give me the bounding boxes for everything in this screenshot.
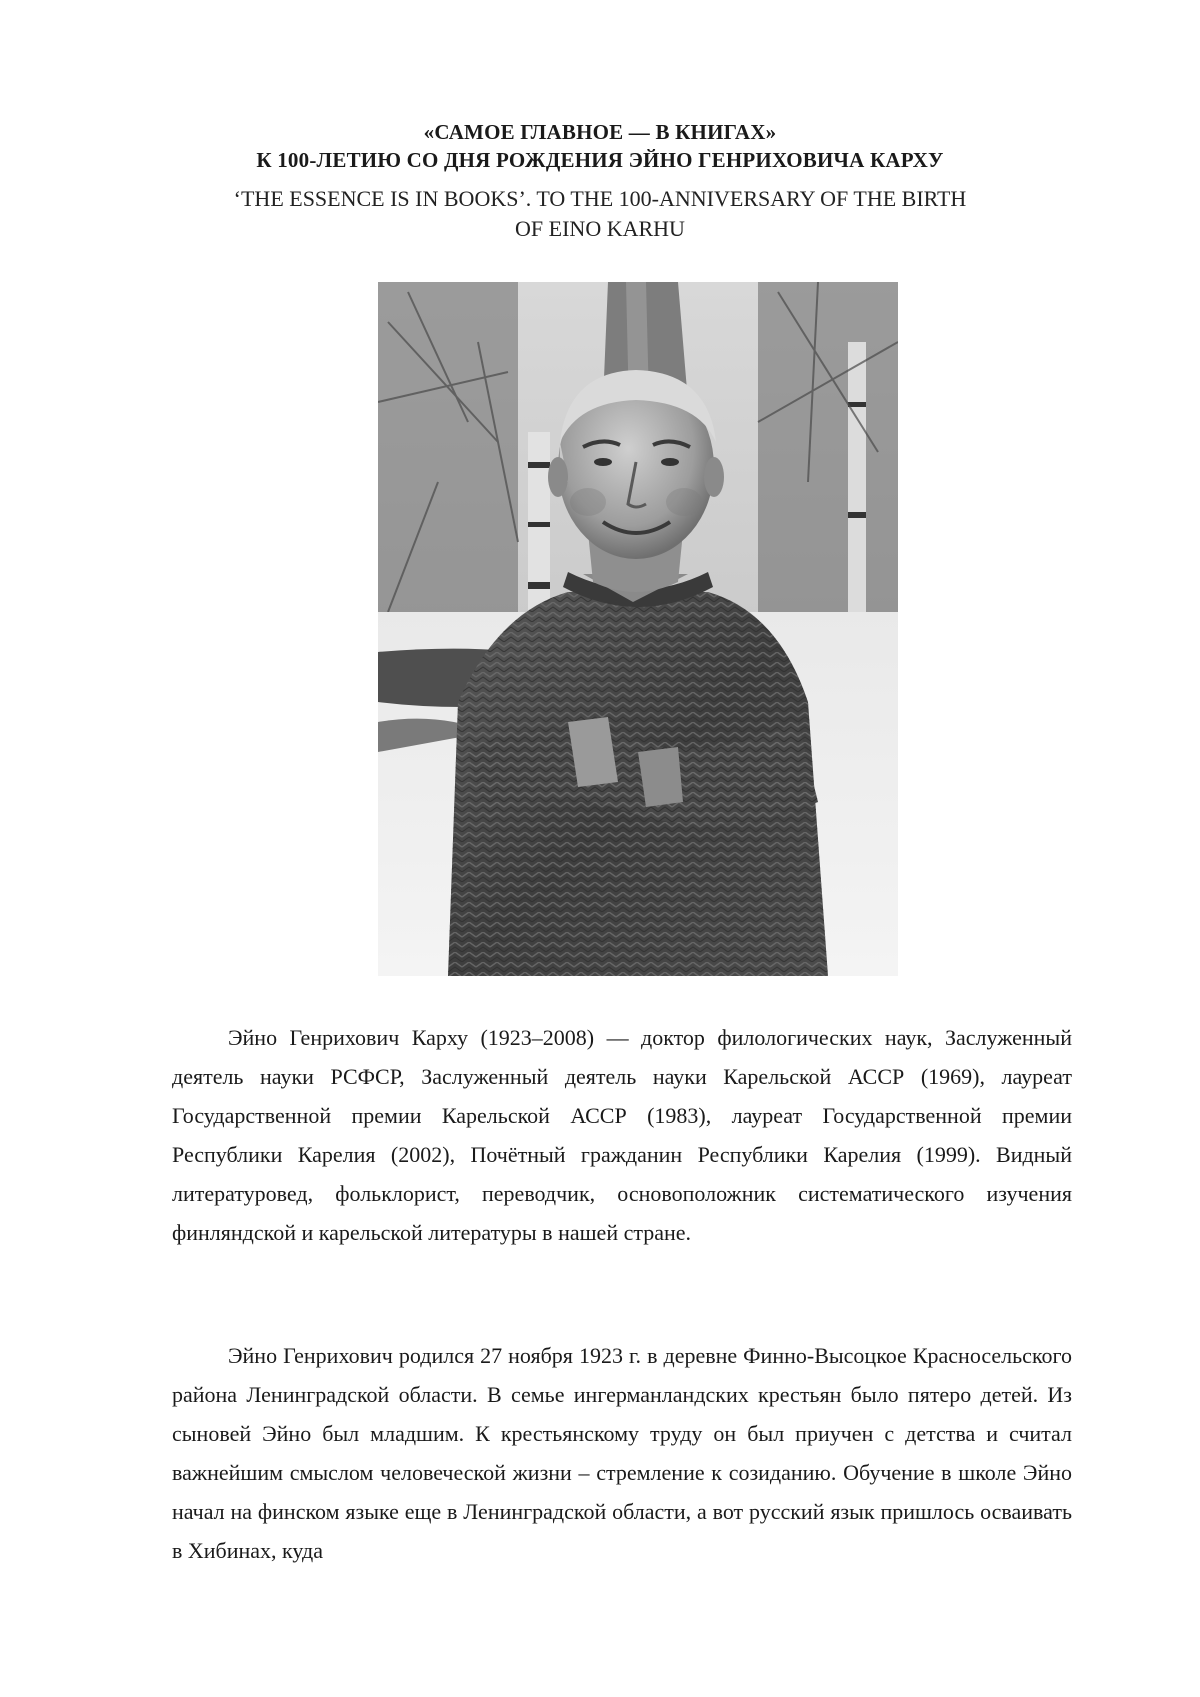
paragraph-2 <box>172 1336 1072 1570</box>
portrait-illustration <box>378 282 898 976</box>
paragraph-1 <box>172 1018 1072 1252</box>
portrait-photo <box>378 282 898 976</box>
title-russian <box>150 118 1050 174</box>
title-en-line-2: OF EINO KARHU <box>150 214 1050 244</box>
title-english <box>150 184 1050 244</box>
title-block <box>150 118 1050 244</box>
title-ru-line-2: К 100-ЛЕТИЮ СО ДНЯ РОЖДЕНИЯ ЭЙНО ГЕНРИХОВИЧА КАРХУ <box>150 146 1050 174</box>
title-en-line-1: ‘THE ESSENCE IS IN BOOKS’. TO THE 100-ANNIVERSARY OF THE BIRTH <box>150 184 1050 214</box>
title-ru-line-1: «САМОЕ ГЛАВНОЕ — В КНИГАХ» <box>150 118 1050 146</box>
paragraph-2-text: Эйно Генрихович родился 27 ноября 1923 г. в деревне Финно-Высоцкое Красносельского района Ленинградской области. В семье ингерманландских крестьян было пятеро детей. Из сыновей Эйно был младшим. К крестьянскому труду он был приучен с детства и считал важнейшим смыслом человеческой жизни – стремление к созиданию. Обучение в школе Эйно начал на финском языке еще в Ленинградской области, а вот русский язык пришлось осваивать в Хибинах, куда <box>172 1336 1072 1570</box>
paragraph-1-text: Эйно Генрихович Карху (1923–2008) — доктор филологических наук, Заслуженный деятель науки РСФСР, Заслуженный деятель науки Карельской АССР (1969), лауреат Государственной премии Карельской АССР (1983), лауреат Государственной премии Республики Карелия (2002), Почётный гражданин Республики Карелия (1999). Видный литературовед, фольклорист, переводчик, основоположник систематического изучения финляндской и карельской литературы в нашей стране. <box>172 1018 1072 1252</box>
document-page <box>0 0 1200 1697</box>
